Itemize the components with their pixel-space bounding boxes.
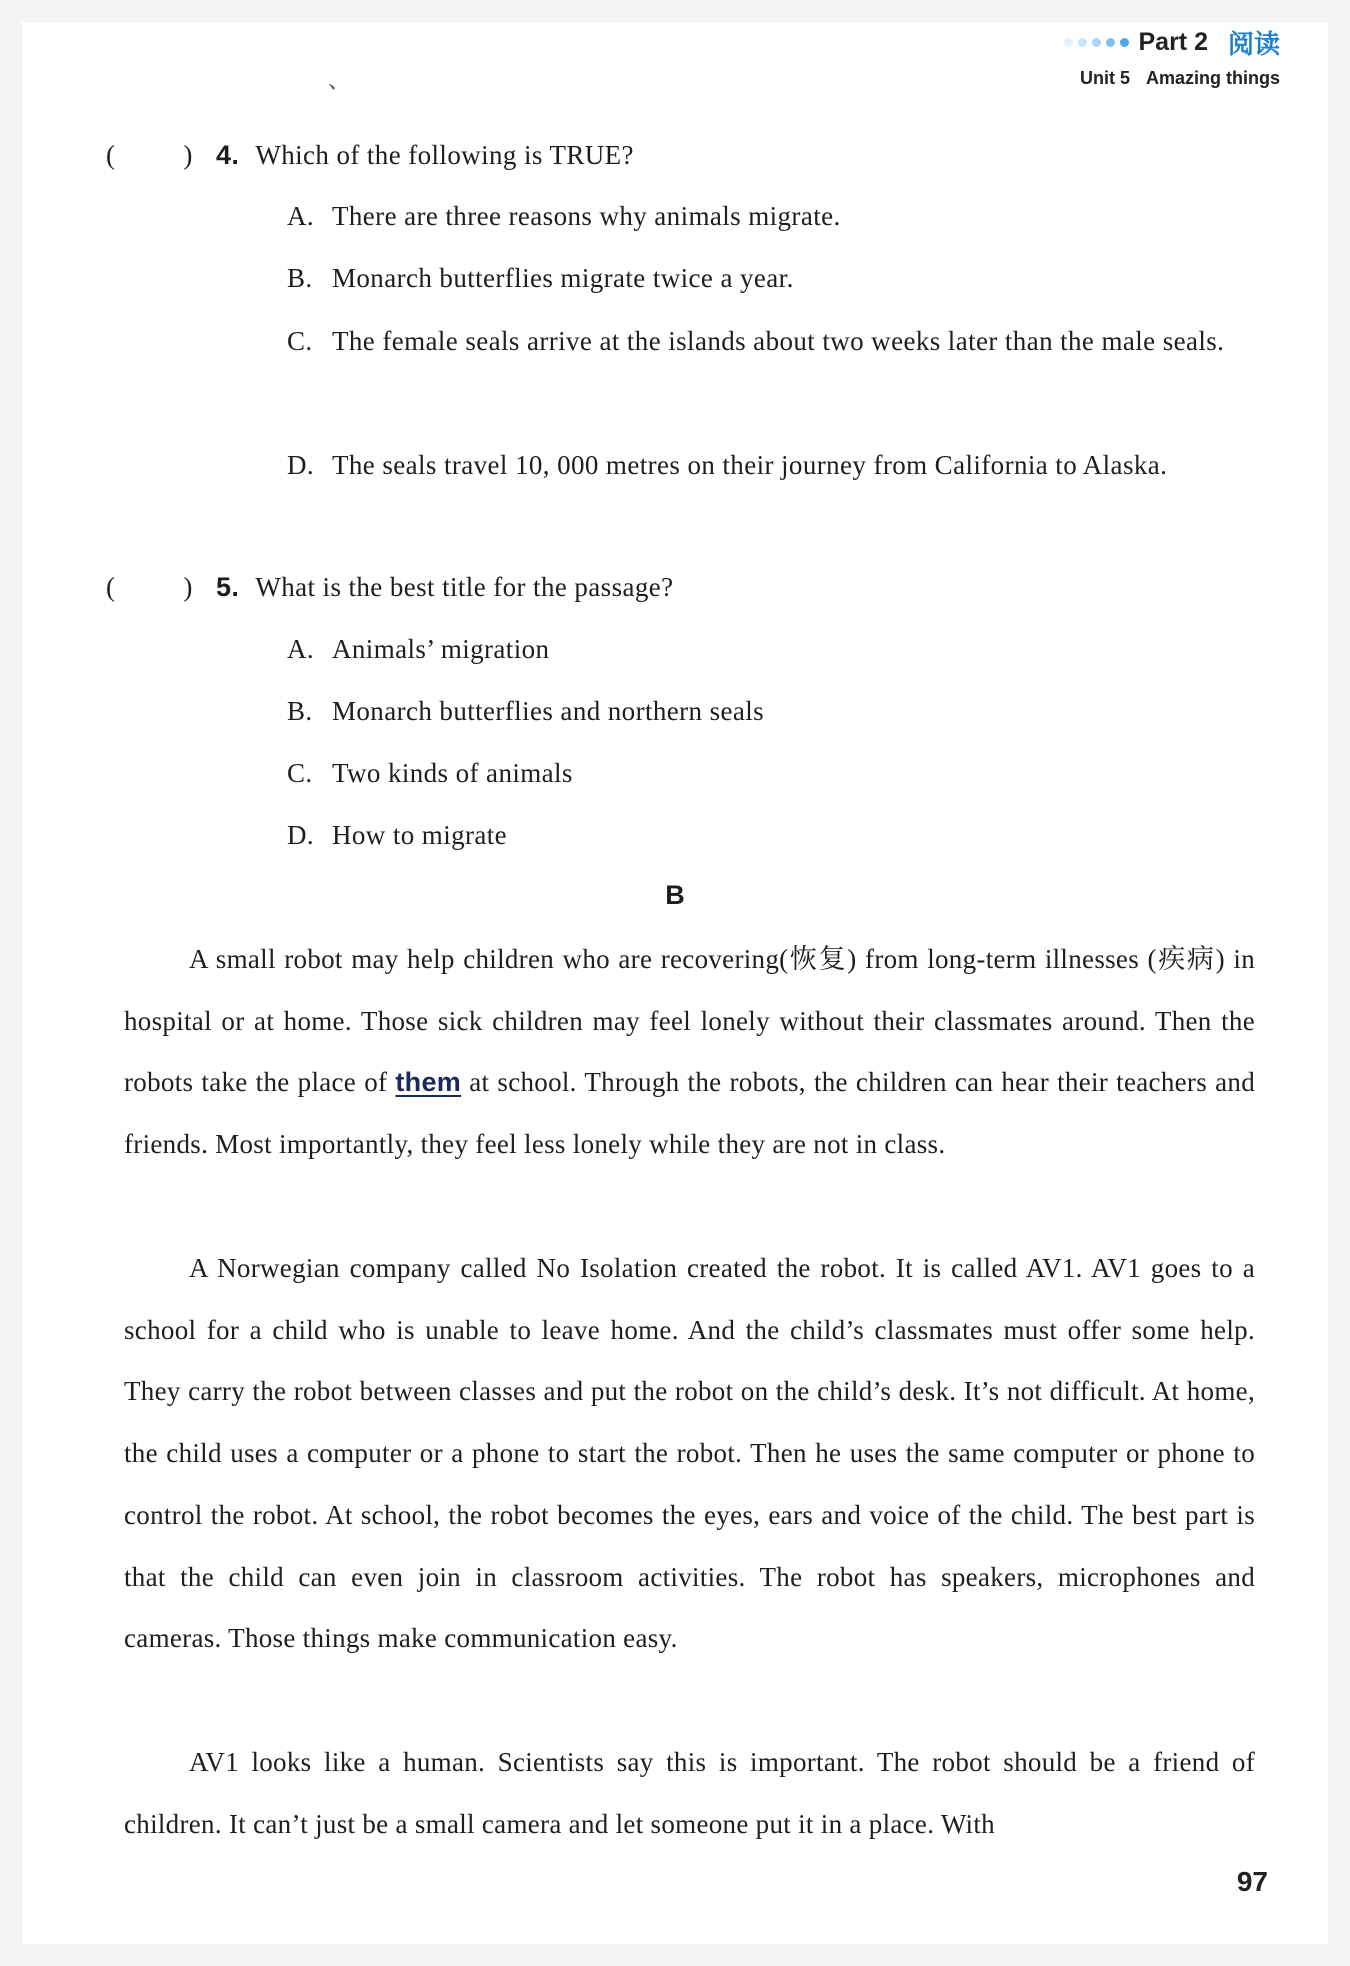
bracket-open: ( <box>106 140 116 170</box>
part-chinese-label: 阅读 <box>1227 29 1280 60</box>
option-letter: D. <box>287 820 315 850</box>
paragraph-text: A small robot may help children who are recovering(恢复) from long-term illnesses (疾病) in hospital or at home. Those sick children may feel lonely without their classmates around. Then the robots take the place of <box>124 944 1255 1098</box>
question-stem: What is the best title for the passage? <box>255 572 674 602</box>
dot-3 <box>1092 38 1101 47</box>
unit-label: Unit 5 <box>1079 68 1130 88</box>
stray-mark: 、 <box>328 68 351 93</box>
decorative-dots <box>1064 38 1129 47</box>
option-text: How to migrate <box>332 820 508 850</box>
question-number: 4. <box>216 140 240 170</box>
paragraph-3: AV1 looks like a human. Scientists say this is important. The robot should be a friend of children. It can’t just be a small camera and let someone put it in a place. With <box>124 1747 1255 1839</box>
page-header <box>1064 22 1281 89</box>
dot-1 <box>1064 38 1073 47</box>
option-letter: A. <box>287 634 315 664</box>
part-label: Part 2 <box>1138 27 1208 56</box>
paragraph-2: A Norwegian company called No Isolation created the robot. It is called AV1. AV1 goes to a school for a child who is unable to leave home. And the child’s classmates must offer some help. They carry the robot between classes and put the robot on the child’s desk. It’s not difficult. At home, the child uses a computer or a phone to start the robot. Then he uses the same computer or phone to control the robot. At school, the robot becomes the eyes, ears and voice of the child. The best part is that the child can even join in classroom activities. The robot has speakers, microphones and cameras. Those things make communication easy. <box>124 1253 1255 1654</box>
bracket-close: ) <box>183 572 193 602</box>
option-c <box>287 310 1256 372</box>
option-d <box>287 820 1256 851</box>
paragraph-1 <box>124 929 1255 1176</box>
option-letter: A. <box>287 201 315 231</box>
answer-bracket[interactable] <box>106 572 216 603</box>
option-text: The seals travel 10, 000 metres on their journey from California to Alaska. <box>332 450 1168 480</box>
question-5 <box>106 572 674 603</box>
option-letter: C. <box>287 758 313 788</box>
bracket-close: ) <box>183 140 193 170</box>
paragraph-text: at school. Through the robots, the children can hear their teachers and friends. Most importantly, they feel less lonely while they are not in class. <box>124 1067 1255 1160</box>
section-heading: B <box>665 880 685 910</box>
option-a <box>287 634 1256 665</box>
option-letter: C. <box>287 326 313 356</box>
option-text: Animals’ migration <box>332 634 550 664</box>
answer-bracket[interactable] <box>106 140 216 171</box>
option-text: Monarch butterflies migrate twice a year. <box>332 263 794 293</box>
option-d <box>287 434 1256 496</box>
option-c <box>287 758 1256 789</box>
option-a <box>287 201 1256 232</box>
dot-5 <box>1120 38 1129 47</box>
question-stem: Which of the following is TRUE? <box>255 140 634 170</box>
unit-title: Amazing things <box>1146 68 1280 88</box>
option-text: The female seals arrive at the islands about two weeks later than the male seals. <box>332 326 1225 356</box>
option-text: Two kinds of animals <box>332 758 573 788</box>
dot-4 <box>1106 38 1115 47</box>
bracket-open: ( <box>106 572 116 602</box>
unit-line <box>1064 68 1281 89</box>
option-text: There are three reasons why animals migrate. <box>332 201 841 231</box>
option-letter: B. <box>287 263 313 293</box>
underlined-word: them <box>395 1067 462 1098</box>
option-letter: B. <box>287 696 313 726</box>
question-4 <box>106 140 634 171</box>
option-b <box>287 696 1256 727</box>
option-letter: D. <box>287 450 315 480</box>
question-number: 5. <box>216 572 240 602</box>
option-text: Monarch butterflies and northern seals <box>332 696 765 726</box>
dot-2 <box>1078 38 1087 47</box>
option-b <box>287 263 1256 294</box>
page-number: 97 <box>1236 1866 1268 1897</box>
